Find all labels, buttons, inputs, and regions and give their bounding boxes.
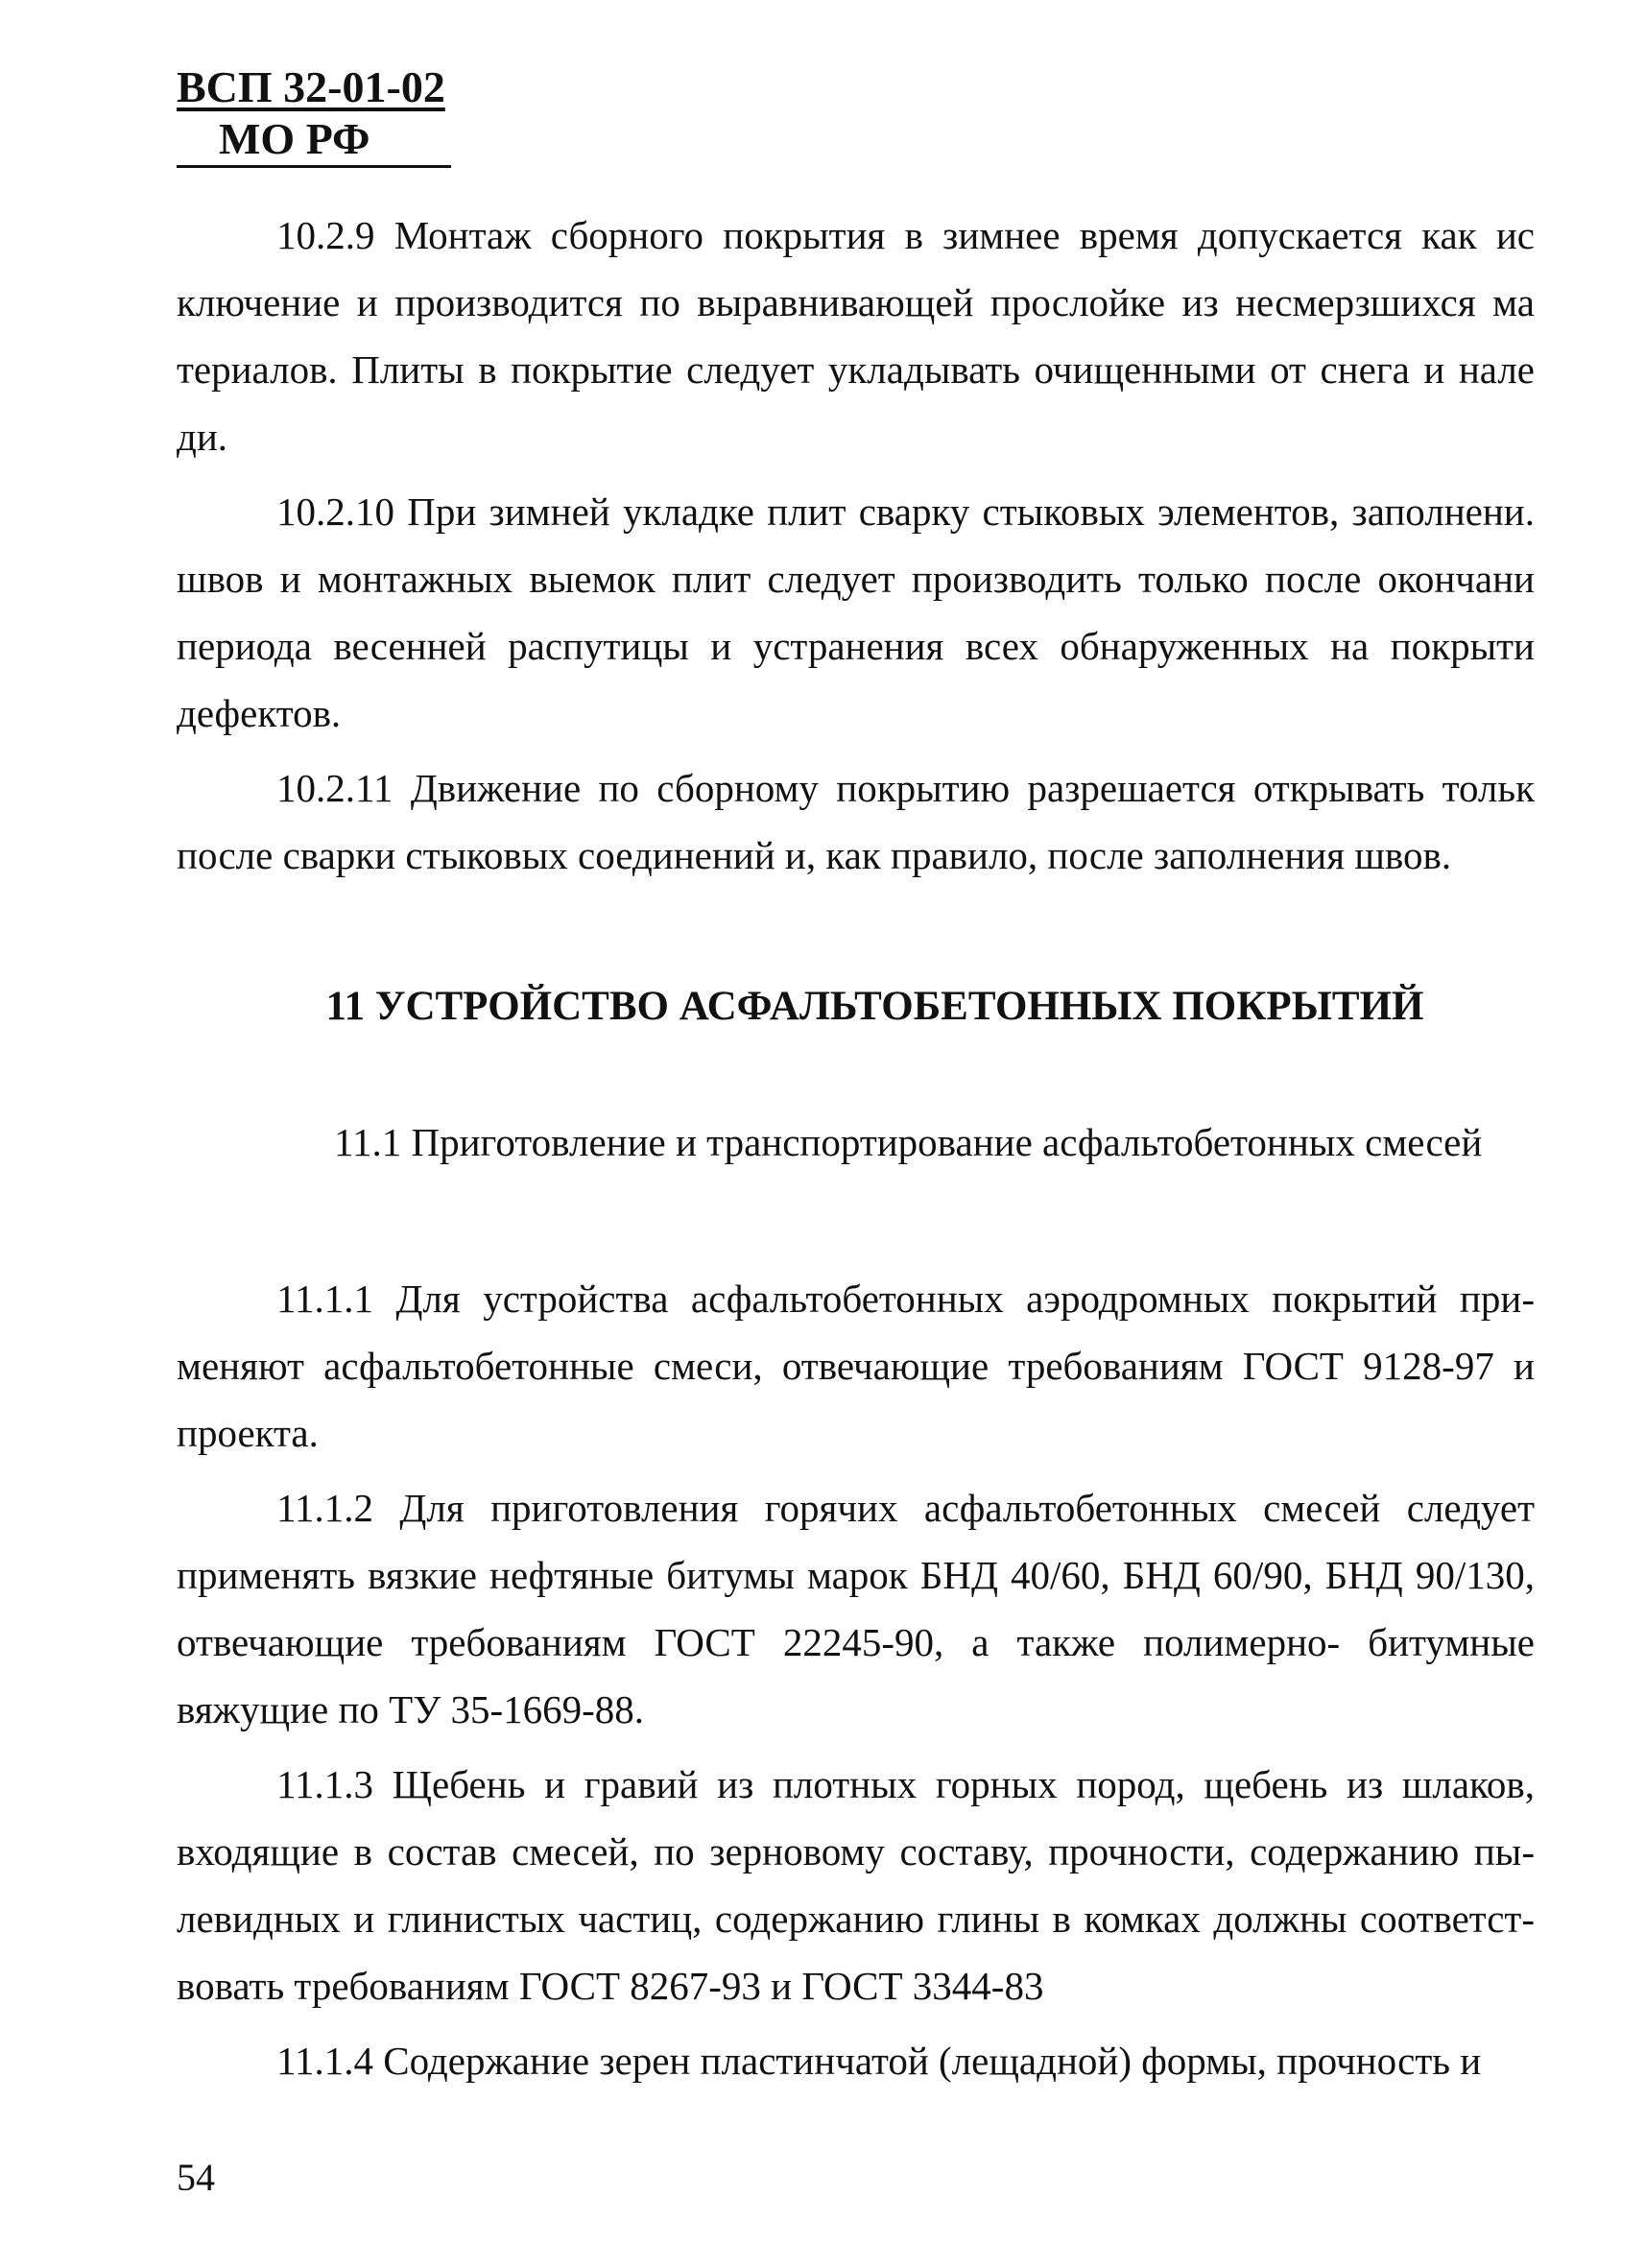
paragraph-10-2-11 [177, 754, 1535, 889]
paragraph-text: Для приготовления горячих асфальтобетонных смесей следует применять вязкие нефтяные битумы марок БНД 40/60, БНД 60/90, БНД 90/130, отвечающие требованиям ГОСТ 22245-90, а также полимерно- битумные вяжущие по ТУ 35-1669-88. [177, 1486, 1536, 1731]
paragraph-11-1-1 [177, 1265, 1535, 1467]
paragraph-11-1-4 [177, 2027, 1535, 2094]
paragraph-text: При зимней укладке плит сварку стыковых элементов, заполнени. швов и монтажных выемок плит следует производить только после окончани периода весенней распутицы и устранения всех обнаруженных на покрыти дефектов. [177, 489, 1535, 735]
paragraph-number: 11.1.3 [276, 1762, 373, 1806]
paragraph-text: Содержание зерен пластинчатой (лещадной) формы, прочность и [383, 2039, 1482, 2083]
paragraph-number: 11.1.4 [276, 2039, 373, 2083]
paragraph-text: Щебень и гравий из плотных горных пород, щебень из шлаков, входящие в состав смесей, по зерновому составу, прочности, содержанию пы- левидных и глинистых частиц, содержанию глины в комках должны соответст- вовать требованиям ГОСТ 8267-93 и ГОСТ 3344-83 [177, 1762, 1535, 2008]
paragraph-number: 11.1.2 [276, 1486, 373, 1530]
page-number: 54 [177, 2156, 215, 2199]
paragraph-number: 11.1.1 [276, 1277, 373, 1321]
paragraph-10-2-10 [177, 478, 1535, 747]
paragraph-number: 10.2.10 [276, 489, 394, 534]
paragraph-text: Для устройства асфальтобетонных аэродромных покрытий при- меняют асфальтобетонные смеси, отвечающие требованиям ГОСТ 9128-97 и проекта. [177, 1277, 1536, 1455]
document-code: ВСП 32-01-02 [177, 62, 445, 111]
subsection-title: 11.1 Приготовление и транспортирование асфальтобетонных смесей [334, 1120, 1483, 1164]
paragraph-11-1-3 [177, 1751, 1535, 2019]
paragraph-text: Монтаж сборного покрытия в зимнее время допускается как ис ключение и производится по выравнивающей прослойке из несмерзшихся ма териалов. Плиты в покрытие следует укладывать очищенными от снега и нале ди. [177, 213, 1536, 459]
document-org: МО РФ [219, 114, 370, 163]
document-header [177, 61, 451, 168]
paragraph-text: Движение по сборному покрытию разрешается открывать тольк после сварки стыковых соединений и, как правило, после заполнения швов. [177, 766, 1536, 877]
section-title: 11 УСТРОЙСТВО АСФАЛЬТОБЕТОННЫХ ПОКРЫТИЙ [325, 984, 1424, 1029]
paragraph-number: 10.2.11 [276, 766, 393, 810]
bottom-text-block [177, 1265, 1535, 2102]
top-text-block [177, 202, 1535, 896]
paragraph-number: 10.2.9 [276, 213, 375, 257]
paragraph-10-2-9 [177, 202, 1535, 470]
paragraph-11-1-2 [177, 1474, 1535, 1743]
